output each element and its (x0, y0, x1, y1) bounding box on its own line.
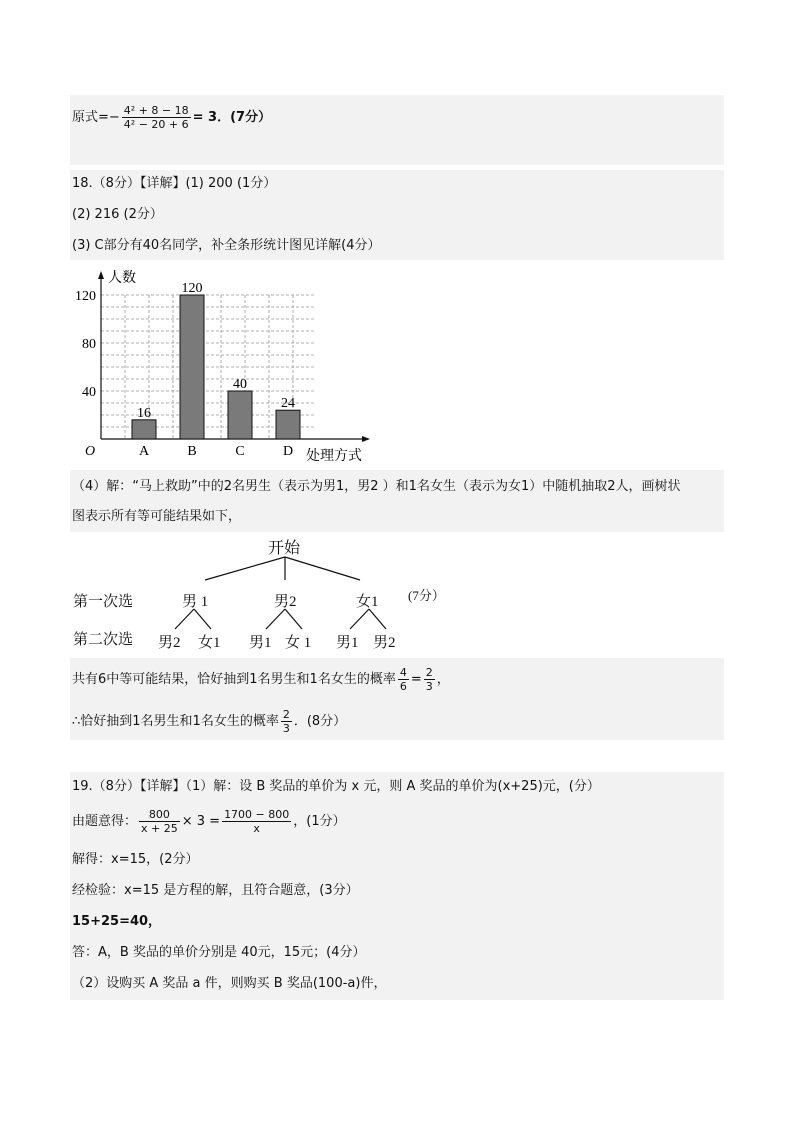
tree-leaf: 男2 (373, 635, 396, 651)
y-tick-label: 120 (75, 289, 96, 304)
tree-leaf: 女 1 (285, 635, 312, 651)
tree-leaf: 男1 (336, 635, 359, 651)
tree-row2-label: 第二次选 (73, 632, 134, 648)
fraction-denominator: 4² − 20 + 6 (123, 118, 189, 131)
bar-A (132, 420, 156, 439)
tree-score-note: (7分） (408, 588, 445, 603)
result2-fraction (281, 708, 292, 735)
fraction-denominator: x (253, 822, 260, 835)
bar-chart (70, 266, 390, 466)
tree-edge (175, 609, 194, 629)
x-axis-label: 处理方式 (306, 448, 362, 464)
tree-edge (369, 609, 386, 629)
x-tick-label: D (282, 444, 294, 459)
result2-suffix: ．(8分） (293, 714, 347, 729)
tree-node-boy1: 男 1 (182, 594, 209, 610)
fraction-numerator: 1700 − 800 (224, 808, 290, 821)
tree-edge (205, 557, 285, 580)
bar-B (180, 295, 204, 439)
bar-D (276, 410, 300, 439)
expression-fraction (122, 104, 191, 131)
expression-result: = 3．(7分） (192, 110, 272, 125)
tree-root: 开始 (268, 540, 301, 557)
fraction-denominator: 3 (425, 680, 433, 693)
result1-text: 共有6中等可能结果，恰好抽到1名男生和1名女生的概率 (72, 672, 396, 687)
tree-leaf: 男2 (158, 635, 181, 651)
equation-prefix: 由题意得： (72, 814, 138, 829)
q18-part2: (2) 216 (2分） (72, 207, 163, 222)
tree-row1-label: 第一次选 (73, 594, 134, 610)
y-tick-label: 40 (82, 385, 96, 400)
equation-middle: × 3 = (181, 814, 221, 829)
tree-leaf: 男1 (249, 635, 272, 651)
x-tick-label: B (187, 444, 197, 459)
q19-part2: （2）设购买 A 奖品 a 件，则购买 B 奖品(100-a)件， (72, 976, 387, 991)
q19-heading: 19.（8分）【详解】（1）解：设 B 奖品的单价为 x 元，则 A 奖品的单价为(x+25)元，(分） (72, 779, 600, 794)
q18-heading: 18.（8分）【详解】(1) 200 (1分） (72, 176, 277, 191)
tree-leaf: 女1 (198, 635, 221, 651)
y-axis-arrow (98, 271, 104, 279)
fraction-numerator: 4² + 8 − 18 (123, 104, 189, 117)
equation-fraction2 (222, 808, 291, 835)
bar-C (228, 391, 252, 439)
fraction-numerator: 2 (425, 666, 433, 679)
x-tick-label: A (138, 444, 150, 459)
result2-text: ∴恰好抽到1名男生和1名女生的概率 (72, 714, 279, 729)
tree-edge (266, 609, 285, 629)
fraction-numerator: 800 (139, 808, 180, 822)
tree-edge (285, 557, 360, 580)
y-axis-label: 人数 (108, 270, 136, 286)
result1-suffix: ， (436, 672, 450, 687)
tree-edge (350, 609, 369, 629)
fraction-denominator: x + 25 (141, 822, 178, 835)
result1-fraction2 (424, 666, 435, 693)
data-label: 40 (233, 377, 247, 392)
q19-solve: 解得：x=15，(2分） (72, 852, 199, 867)
fraction-numerator: 4 (399, 666, 407, 679)
x-axis-arrow (362, 436, 370, 442)
tree-edge (194, 609, 211, 629)
q18-part4-line1: （4）解：“马上救助”中的2名男生（表示为男1，男2 ）和1名女生（表示为女1）中随机抽取2人，画树状 (72, 479, 681, 494)
equation-suffix: ，(1分） (293, 814, 346, 829)
tree-node-girl1: 女1 (356, 594, 379, 610)
y-tick-label: 80 (82, 337, 96, 352)
equation-fraction1 (139, 808, 180, 835)
q18-part3: (3) C部分有40名同学，补全条形统计图见详解(4分） (72, 238, 381, 253)
data-label: 16 (137, 405, 151, 421)
q19-equation (72, 808, 346, 835)
q19-check: 经检验：x=15 是方程的解，且符合题意，(3分） (72, 883, 359, 898)
q18-part4-line2: 图表示所有等可能结果如下， (72, 509, 242, 524)
fraction-denominator: 3 (282, 722, 290, 735)
q19-sum: 15+25=40， (72, 914, 162, 929)
data-label: 120 (181, 281, 203, 296)
equals-sign: = (410, 672, 422, 687)
fraction-numerator: 2 (282, 708, 290, 721)
origin-label: O (85, 444, 96, 459)
x-tick-label: C (235, 444, 245, 459)
q19-answer: 答：A，B 奖品的单价分别是 40元，15元；(4分） (72, 945, 366, 960)
q18-result-line1 (72, 666, 450, 693)
expression-line (72, 104, 271, 131)
fraction-denominator: 6 (399, 680, 407, 693)
data-label: 24 (281, 396, 295, 412)
expression-prefix: 原式=− (72, 110, 120, 125)
tree-node-boy2: 男2 (274, 594, 297, 610)
q18-result-line2 (72, 708, 346, 735)
result1-fraction1 (398, 666, 409, 693)
tree-edge (285, 609, 302, 629)
